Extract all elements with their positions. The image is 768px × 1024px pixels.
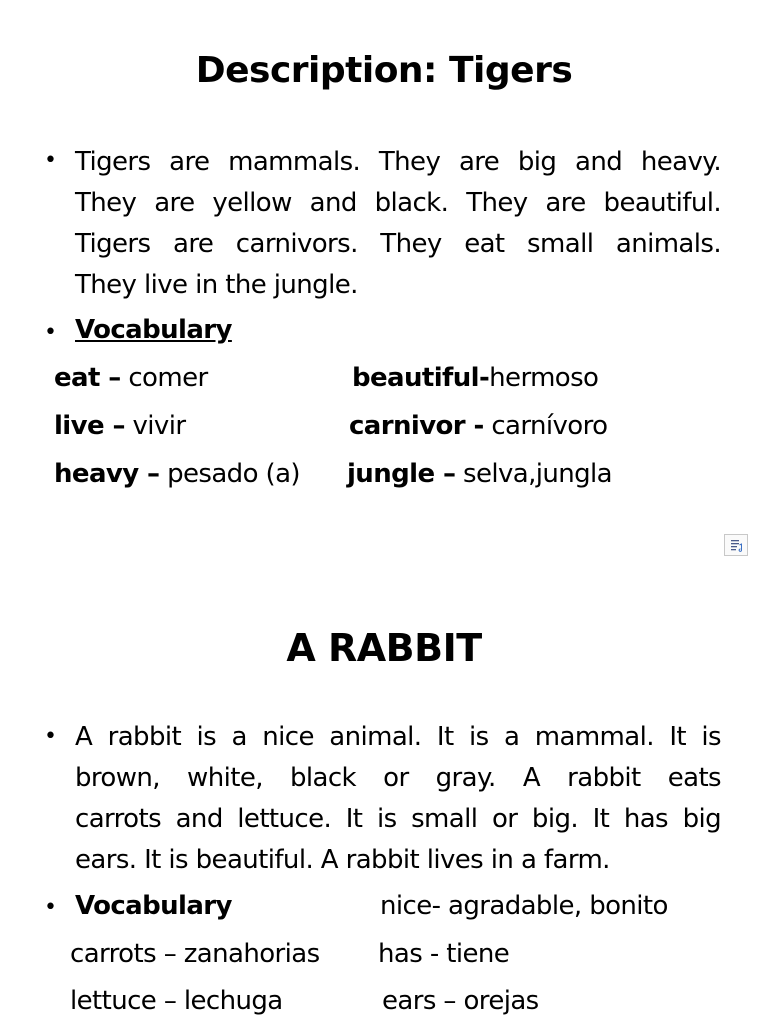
vocab-entry	[349, 411, 607, 441]
tigers-title: Description: Tigers	[195, 50, 573, 91]
paragraph-line: Tigers are mammals. They are big and heavy.	[75, 147, 721, 177]
bullet-icon: •	[44, 320, 57, 345]
paragraph-line: They live in the jungle.	[75, 270, 358, 300]
vocab-term: live –	[54, 411, 125, 441]
rabbit-vocabulary-heading: Vocabulary	[75, 891, 232, 921]
vocab-entry	[54, 363, 208, 393]
document-embed-icon[interactable]	[724, 534, 748, 556]
bullet-icon: •	[44, 724, 57, 749]
paragraph-line: brown, white, black or gray. A rabbit eats	[75, 763, 721, 793]
paragraph-line: Tigers are carnivors. They eat small animals.	[75, 229, 721, 259]
vocab-term: heavy –	[54, 459, 160, 489]
vocab-entry: nice- agradable, bonito	[380, 891, 668, 921]
tigers-paragraph	[75, 142, 721, 306]
vocab-meaning: pesado (a)	[159, 459, 300, 489]
paragraph-line: A rabbit is a nice animal. It is a mammal. It is	[75, 722, 721, 752]
vocab-entry	[352, 363, 598, 393]
vocab-entry: carrots – zanahorias	[70, 939, 320, 969]
vocab-meaning: selva,jungla	[455, 459, 612, 489]
vocab-entry: lettuce – lechuga	[70, 986, 283, 1016]
vocab-entry: has - tiene	[378, 939, 510, 969]
vocab-meaning: hermoso	[489, 363, 599, 393]
vocab-entry	[54, 411, 185, 441]
bullet-icon: •	[44, 148, 57, 173]
vocab-entry: ears – orejas	[382, 986, 539, 1016]
vocab-meaning: comer	[120, 363, 208, 393]
vocab-entry	[54, 459, 300, 489]
vocab-meaning: carnívoro	[483, 411, 608, 441]
document-embed-icon-graphic	[725, 535, 747, 555]
vocab-term: eat –	[54, 363, 121, 393]
vocab-entry	[347, 459, 612, 489]
vocab-term: beautiful-	[352, 363, 490, 393]
bullet-icon: •	[44, 895, 57, 920]
paragraph-line: ears. It is beautiful. A rabbit lives in a farm.	[75, 845, 610, 875]
paragraph-line: carrots and lettuce. It is small or big. It has big	[75, 804, 721, 834]
vocab-term: carnivor -	[349, 411, 484, 441]
vocab-meaning: vivir	[124, 411, 186, 441]
vocab-term: jungle –	[347, 459, 456, 489]
tigers-vocabulary-heading: Vocabulary	[75, 315, 232, 345]
paragraph-line: They are yellow and black. They are beautiful.	[75, 188, 721, 218]
rabbit-title: A RABBIT	[286, 626, 482, 670]
rabbit-paragraph	[75, 717, 721, 881]
